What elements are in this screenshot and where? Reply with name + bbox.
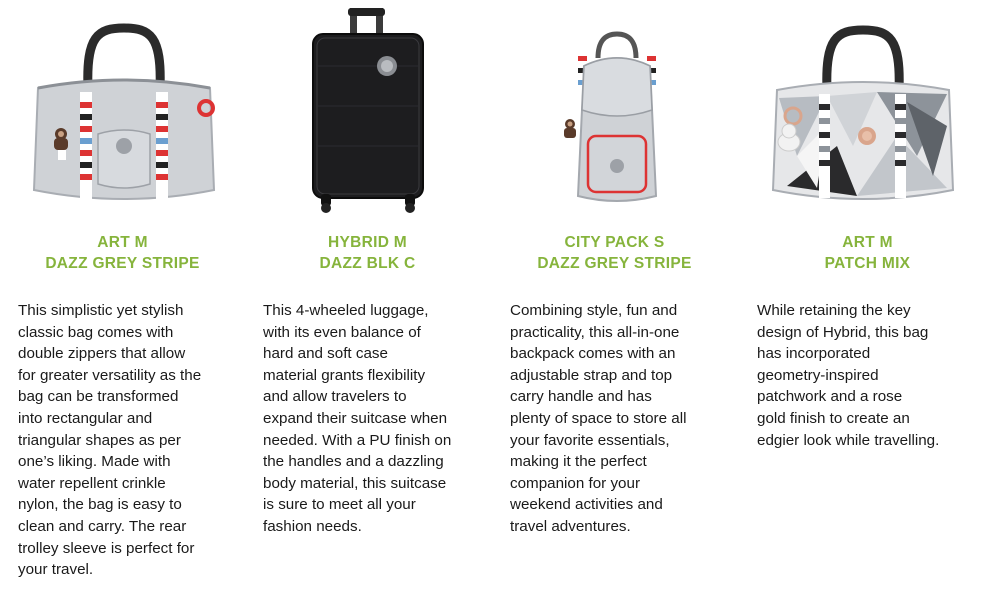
product-card-art-m-patch: [745, 0, 990, 600]
product-color: PATCH MIX: [824, 255, 911, 272]
description-line: your favorite essentials,: [510, 431, 670, 449]
description-line: While retaining the key: [757, 302, 911, 319]
description-line: one’s liking. Made with: [18, 453, 171, 471]
product-image-tote-patch[interactable]: [757, 6, 969, 228]
product-title[interactable]: [0, 232, 245, 274]
description-line: needed. With a PU finish on: [263, 431, 452, 449]
product-description: [18, 300, 243, 581]
description-line: body material, this suitcase: [263, 474, 447, 492]
description-line: the handles and a dazzling: [263, 453, 444, 471]
description-line: gold finish to create an: [757, 409, 910, 427]
product-image-backpack-grey[interactable]: [542, 6, 692, 228]
product-title[interactable]: [245, 232, 490, 274]
description-line: trolley sleeve is perfect for: [18, 539, 195, 557]
description-line: with its even balance of: [263, 323, 421, 341]
product-description: [757, 300, 997, 451]
description-line: companion for your: [510, 474, 641, 492]
product-name: HYBRID M: [327, 234, 408, 251]
description-line: material grants flexibility: [263, 366, 426, 384]
description-line: has incorporated: [757, 345, 871, 363]
description-line: backpack comes with an: [510, 345, 676, 363]
description-line: into rectangular and: [18, 409, 153, 427]
product-color: DAZZ GREY STRIPE: [45, 255, 200, 272]
product-color: DAZZ GREY STRIPE: [537, 255, 692, 272]
description-line: carry handle and has: [510, 388, 652, 406]
description-line: hard and soft case: [263, 345, 388, 363]
product-title[interactable]: [492, 232, 737, 274]
product-color: DAZZ BLK C: [319, 255, 416, 272]
description-line: practicality, this all-in-one: [510, 323, 680, 341]
description-line: fashion needs.: [263, 517, 362, 535]
description-line: and allow travelers to: [263, 388, 407, 406]
description-line: nylon, the bag is easy to: [18, 496, 182, 514]
product-name: CITY PACK S: [564, 234, 665, 251]
product-description: [263, 300, 488, 538]
product-title[interactable]: [745, 232, 990, 274]
description-line: This simplistic yet stylish: [18, 302, 184, 319]
description-line: double zippers that allow: [18, 345, 186, 363]
product-name: ART M: [97, 234, 148, 251]
description-line: expand their suitcase when: [263, 409, 448, 427]
description-line: This 4-wheeled luggage,: [263, 302, 429, 319]
description-line: weekend activities and: [510, 496, 663, 514]
product-description: [510, 300, 735, 538]
description-line: geometry-inspired: [757, 366, 879, 384]
description-line: adjustable strap and top: [510, 366, 673, 384]
description-line: is sure to meet all your: [263, 496, 416, 514]
product-card-art-m-grey: [0, 0, 245, 600]
product-name: ART M: [842, 234, 893, 251]
description-line: for greater versatility as the: [18, 366, 202, 384]
description-line: bag can be transformed: [18, 388, 179, 406]
description-line: patchwork and a rose: [757, 388, 903, 406]
description-line: design of Hybrid, this bag: [757, 323, 929, 341]
description-line: your travel.: [18, 561, 94, 579]
description-line: water repellent crinkle: [18, 474, 166, 492]
description-line: travel adventures.: [510, 517, 631, 535]
description-line: edgier look while travelling.: [757, 431, 940, 449]
description-line: Combining style, fun and: [510, 302, 678, 319]
product-image-tote-grey[interactable]: [18, 6, 230, 228]
description-line: plenty of space to store all: [510, 409, 687, 427]
description-line: clean and carry. The rear: [18, 517, 187, 535]
description-line: classic bag comes with: [18, 323, 174, 341]
description-line: triangular shapes as per: [18, 431, 181, 449]
product-card-city-pack-s: [492, 0, 737, 600]
description-line: making it the perfect: [510, 453, 647, 471]
product-image-suitcase-black[interactable]: [293, 6, 443, 228]
product-card-hybrid-m: [245, 0, 490, 600]
